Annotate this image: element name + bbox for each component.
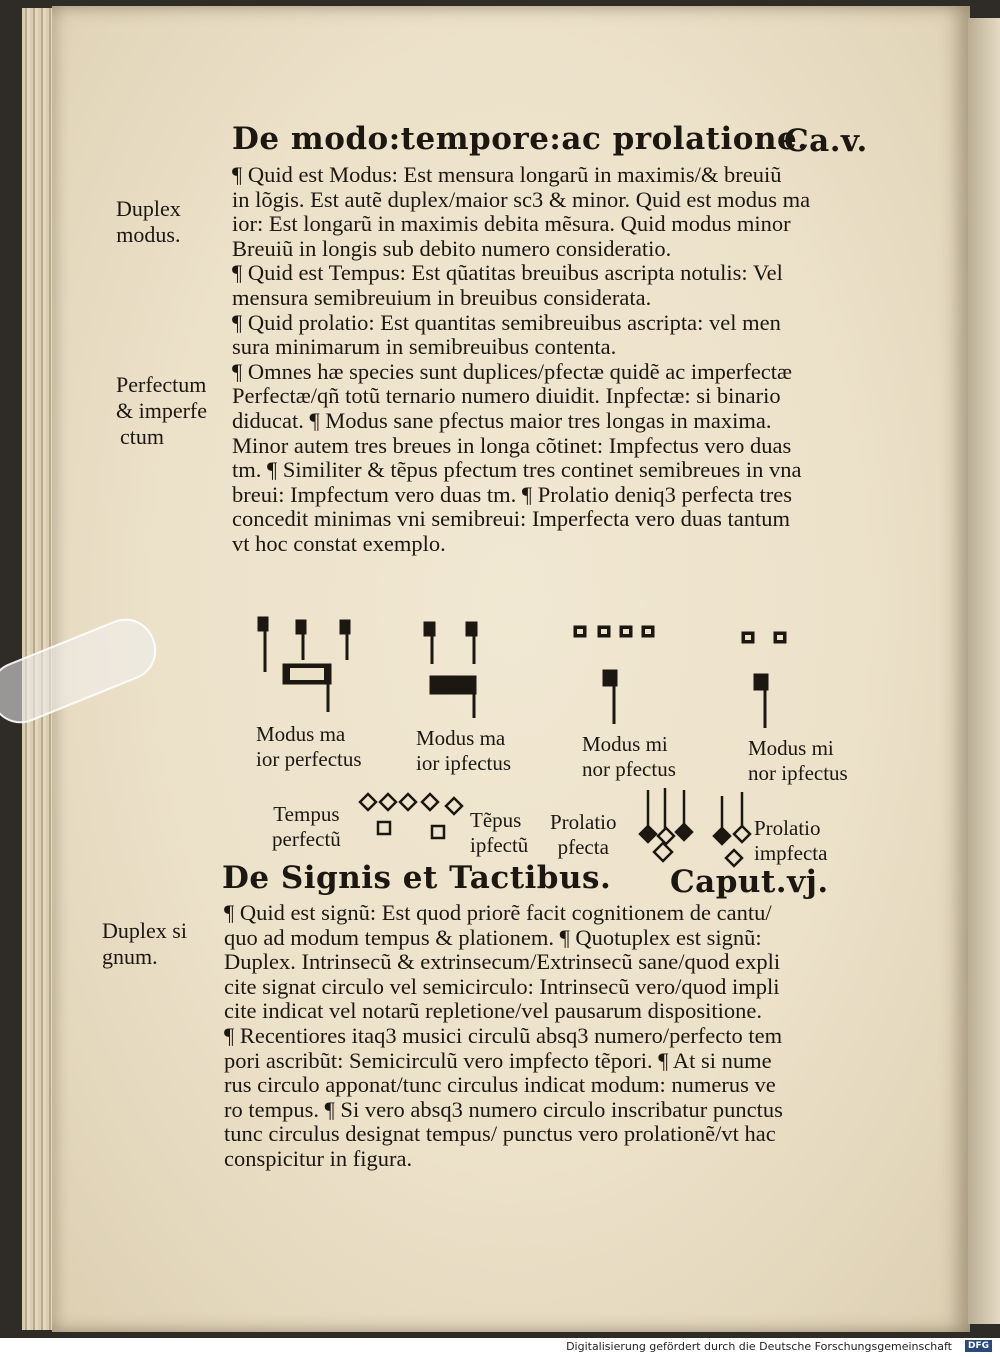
section-2-line: Duplex. Intrinsecũ & extrinsecum/Extrinsecũ sane/quod expli: [224, 949, 781, 975]
section-1-line: Perfectæ/qñ totũ ternario numero diuidit. Inpfectæ: si binario: [232, 383, 781, 409]
caption-modus-minor-perfectus: Modus mi nor pfectus: [582, 732, 676, 781]
section-1-line: Breuiũ in longis sub debito numero consideratio.: [232, 235, 672, 261]
modus-minor-perfectus-notes: [574, 626, 654, 724]
section-1-line: tm. ¶ Similiter & tẽpus pfectum tres continet semibreues in vna: [232, 457, 802, 483]
section-2-line: cite indicat vel notarũ repletione/vel pausarum dispositione.: [224, 998, 762, 1024]
section-1-line: ¶ Quid prolatio: Est quantitas semibreuibus ascripta: vel men: [232, 309, 781, 335]
section-2-line: tunc circulus designat tempus/ punctus vero prolationẽ/vt hac: [224, 1121, 776, 1147]
modus-maior-imperfectus-notes: [424, 622, 477, 718]
heading-de-modo: De modo:tempore:ac prolatione.: [232, 121, 809, 157]
section-1-line: diducat. ¶ Modus sane pfectus maior tres longas in maxima.: [232, 407, 772, 433]
section-1-line: ¶ Quid est Modus: Est mensura longarũ in maximis/& breuiũ: [232, 162, 782, 187]
margin-note-duplex-modus: Duplex modus.: [116, 196, 181, 247]
caption-modus-maior-imperfectus: Modus ma ior ipfectus: [416, 726, 512, 775]
section-1-line: Minor autem tres breues in longa cõtinet: Impfectus vero duas: [232, 432, 792, 458]
prolatio-notes: [640, 788, 750, 866]
section-2-line: quo ad modum tempus & plationem. ¶ Quotuplex est signũ:: [224, 924, 762, 950]
margin-note-perfectum: Perfectum & imperfe ctum: [116, 372, 208, 449]
section-1-line: ior: Est longarũ in maximis debita mẽsura. Quid modus minor: [232, 211, 791, 237]
section-2-text: [224, 901, 783, 1172]
section-2-line: pori ascribũt: Semicirculũ vero impfecto tẽpori. ¶ At si nume: [224, 1047, 772, 1073]
section-1-line: concedit minimas vni semibreui: Imperfecta vero duas tantum: [232, 506, 790, 532]
caption-tempus-imperfectum: Tẽpus ipfectũ: [470, 808, 529, 857]
footer-bar: [0, 1338, 1000, 1357]
modus-maior-perfectus-notes: [258, 617, 350, 712]
section-1-line: ¶ Omnes hæ species sunt duplices/pfectæ quidẽ ac imperfectæ: [232, 358, 793, 384]
caption-modus-maior-perfectus: Modus ma ior perfectus: [256, 722, 362, 771]
section-2-line: ¶ Quid est signũ: Est quod priorẽ facit cognitionem de cantu/: [224, 900, 772, 925]
caption-tempus-perfectum: Tempus perfectũ: [272, 802, 341, 851]
section-2-line: ¶ Recentiores itaq3 musici circulũ absq3 numero/perfecto tem: [224, 1022, 783, 1048]
tempus-notes: [360, 794, 462, 838]
chapter-label-6: Caput.vj.: [670, 864, 829, 900]
caption-prolatio-imperfecta: Prolatio impfecta: [754, 816, 828, 865]
section-2-line: cite signat circulo vel semicirculo: Intrinsecũ vero/quod impli: [224, 973, 780, 999]
modus-minor-imperfectus-notes: [742, 632, 786, 728]
chapter-label-5: Ca.v.: [784, 123, 868, 159]
section-2-line: ro tempus. ¶ Si vero absq3 numero circulo inscribatur punctus: [224, 1096, 783, 1122]
section-1-line: in lõgis. Est autẽ duplex/maior sc3 & minor. Quid est modus ma: [232, 186, 811, 212]
section-1-line: mensura semibreuium in breuibus considerata.: [232, 284, 652, 310]
caption-prolatio-perfecta: Prolatio pfecta: [550, 810, 617, 859]
caption-modus-minor-imperfectus: Modus mi nor ipfectus: [748, 736, 848, 785]
section-2-line: conspicitur in figura.: [224, 1145, 413, 1171]
section-1-line: vt hoc constat exemplo.: [232, 530, 446, 556]
footer-credit: Digitalisierung gefördert durch die Deutsche Forschungsgemeinschaft: [566, 1340, 952, 1353]
section-1-line: sura minimarum in semibreuibus contenta.: [232, 334, 617, 360]
section-1-line: ¶ Quid est Tempus: Est qũatitas breuibus ascripta notulis: Vel: [232, 260, 783, 286]
section-1-line: breui: Impfectum vero duas tm. ¶ Prolatio deniq3 perfecta tres: [232, 481, 793, 507]
heading-de-signis: De Signis et Tactibus.: [222, 860, 612, 896]
section-2-line: rus circulo apponat/tunc circulus indicat modum: numerus ve: [224, 1072, 776, 1098]
dfg-logo: DFG: [965, 1340, 992, 1352]
margin-note-duplex-signum: Duplex si gnum.: [102, 918, 187, 969]
